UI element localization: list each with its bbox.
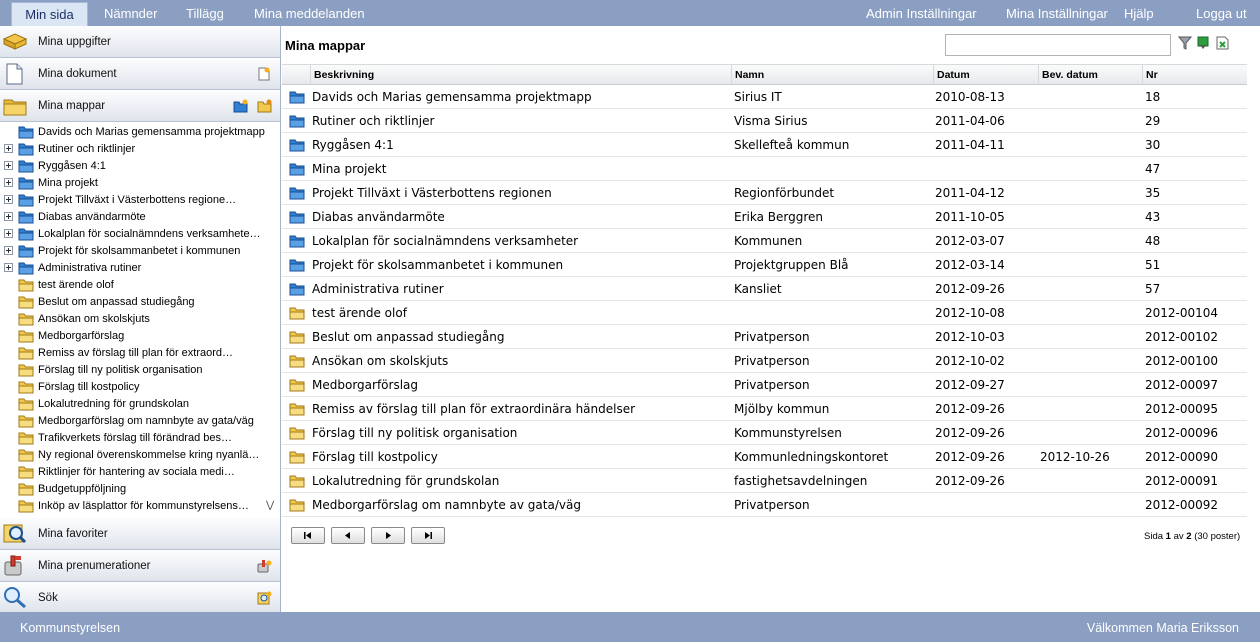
cell-datum: 2012-10-08 [935,306,1005,320]
new-document-icon[interactable] [257,67,271,81]
tree-item[interactable] [0,243,280,260]
table-row[interactable] [282,277,1247,301]
cell-namn: Sirius IT [734,90,782,104]
cell-nr: 2012-00096 [1145,426,1219,440]
last-page-button[interactable] [411,527,445,544]
saved-search-icon[interactable] [257,591,272,605]
blue-folder-icon [18,244,34,258]
sidebar-section-label: Mina mappar [38,100,106,112]
table-row[interactable] [282,109,1247,133]
tree-item[interactable] [0,260,280,277]
blue-folder-icon [289,162,305,176]
cell-namn: Kommunledningskontoret [734,450,889,464]
tree-item[interactable] [0,430,280,447]
sidebar-section-mina-uppgifter[interactable] [0,26,280,58]
blue-folder-icon [18,142,34,156]
cell-beskrivning: Beslut om anpassad studiegång [312,330,505,344]
tree-item-label: test ärende olof [38,279,114,291]
tree-item-label: Projekt för skolsammanbetet i kommunen [38,245,241,257]
cell-nr: 2012-00104 [1145,306,1219,320]
tree-item[interactable] [0,209,280,226]
cell-namn: Erika Berggren [734,210,823,224]
yellow-folder-icon [18,397,34,411]
expand-icon[interactable] [4,263,13,272]
blue-folder-icon [289,114,305,128]
expand-icon[interactable] [4,144,13,153]
cell-beskrivning: Lokalutredning för grundskolan [312,474,500,488]
cell-namn: Privatperson [734,354,810,368]
tree-item-label: Inköp av läsplattor för kommunstyrelsens… [38,500,249,512]
cell-datum: 2011-04-11 [935,138,1005,152]
tree-item[interactable] [0,158,280,175]
sidebar-section-mina-mappar[interactable] [0,90,280,122]
table-row[interactable] [282,397,1247,421]
cell-beskrivning: Diabas användarmöte [312,210,445,224]
cell-datum: 2012-09-26 [935,474,1005,488]
add-subscription-icon[interactable] [257,559,272,573]
table-row[interactable] [282,325,1247,349]
tree-item-label: Budgetuppföljning [38,483,127,495]
cell-beskrivning: Rutiner och riktlinjer [312,114,435,128]
cell-nr: 57 [1145,282,1161,296]
tree-item[interactable] [0,124,280,141]
tree-item-label: Ansökan om skolskjuts [38,313,150,325]
scroll-down-icon[interactable]: ⋁ [266,500,275,511]
tree-item[interactable] [0,345,280,362]
yellow-folder-icon [18,448,34,462]
yellow-folder-icon [18,295,34,309]
tree-item[interactable] [0,328,280,345]
tree-item[interactable] [0,226,280,243]
cell-beskrivning: Administrativa rutiner [312,282,444,296]
cell-nr: 2012-00090 [1145,450,1219,464]
first-page-icon [292,528,324,543]
folder-icon [3,96,27,116]
cell-namn: fastighetsavdelningen [734,474,868,488]
tree-item-label: Förslag till kostpolicy [38,381,140,393]
yellow-folder-icon [289,450,305,464]
yellow-folder-icon [289,306,305,320]
export-icon[interactable] [1196,36,1210,50]
subscriptions-icon [3,554,27,576]
cell-datum: 2012-09-26 [935,402,1005,416]
table-row[interactable] [282,205,1247,229]
cell-namn: Visma Sirius [734,114,808,128]
sidebar-section-label: Mina favoriter [38,528,108,540]
folder-tree [0,122,280,520]
yellow-folder-icon [289,354,305,368]
link-admin-installningar[interactable]: Admin Inställningar [866,6,977,21]
tree-item[interactable] [0,192,280,209]
search-icon [3,586,27,608]
tree-item-label: Beslut om anpassad studiegång [38,296,195,308]
cell-beskrivning: Förslag till kostpolicy [312,450,438,464]
last-page-icon [412,528,444,543]
tree-item[interactable] [0,379,280,396]
tree-item[interactable] [0,481,280,498]
cell-datum: 2012-09-26 [935,450,1005,464]
yellow-folder-icon [289,330,305,344]
tree-item-label: Remiss av förslag till plan för extraord… [38,347,234,359]
cell-nr: 2012-00095 [1145,402,1219,416]
cell-datum: 2012-10-03 [935,330,1005,344]
cell-namn: Kansliet [734,282,782,296]
blue-folder-icon [289,186,305,200]
cell-beskrivning: Mina projekt [312,162,387,176]
excel-export-icon[interactable] [1215,36,1229,50]
blue-folder-icon [289,210,305,224]
pager-total: 2 [1186,531,1192,542]
cell-bev: 2012-10-26 [1040,450,1110,464]
yellow-folder-icon [18,431,34,445]
footer-organisation: Kommunstyrelsen [20,621,121,635]
tree-item-label: Riktlinjer för hantering av sociala medi… [38,466,235,478]
tree-item-label: Lokalplan för socialnämndens verksamhete… [38,228,261,240]
tree-item[interactable] [0,396,280,413]
cell-nr: 29 [1145,114,1161,128]
yellow-folder-icon [18,499,34,513]
yellow-folder-icon [18,278,34,292]
blue-folder-icon [18,176,34,190]
tree-item-label: Ny regional överenskommelse kring nyanlä… [38,449,260,461]
cell-nr: 30 [1145,138,1161,152]
grid-header [282,64,1247,85]
yellow-folder-icon [18,346,34,360]
table-row[interactable] [282,421,1247,445]
pager-current: 1 [1165,531,1171,542]
tab-mina-meddelanden[interactable]: Mina meddelanden [254,6,365,21]
cell-datum: 2012-09-26 [935,426,1005,440]
tab-namnder[interactable]: Nämnder [104,6,158,21]
tree-item[interactable] [0,362,280,379]
cell-beskrivning: Ryggåsen 4:1 [312,138,394,152]
column-header-nr[interactable]: Nr [1142,65,1158,85]
yellow-folder-icon [18,380,34,394]
tab-tillagg[interactable]: Tillägg [186,6,224,21]
cell-datum: 2010-08-13 [935,90,1005,104]
footer-bar [0,612,1260,642]
cell-beskrivning: Davids och Marias gemensamma projektmapp [312,90,592,104]
cell-nr: 35 [1145,186,1161,200]
sidebar-section-mina-prenumerationer[interactable] [0,550,280,582]
cell-datum: 2012-10-02 [935,354,1005,368]
tree-item-label: Projekt Tillväxt i Västerbottens regione… [38,194,237,206]
tree-item-label: Rutiner och riktlinjer [38,143,136,155]
yellow-folder-icon [18,482,34,496]
tasks-icon [3,32,27,52]
new-yellow-folder-icon[interactable] [257,99,272,113]
cell-beskrivning: Medborgarförslag [312,378,418,392]
cell-datum: 2012-09-27 [935,378,1005,392]
expand-icon[interactable] [4,195,13,204]
footer-welcome: Välkommen Maria Eriksson [1086,621,1239,635]
table-row[interactable] [282,469,1247,493]
yellow-folder-icon [289,378,305,392]
pager-count: (30 poster) [1194,531,1241,542]
blue-folder-icon [289,258,305,272]
tree-item-label: Trafikverkets förslag till förändrad bes… [38,432,232,444]
cell-namn: Privatperson [734,378,810,392]
blue-folder-icon [18,125,34,139]
table-row[interactable] [282,85,1247,109]
cell-namn: Mjölby kommun [734,402,830,416]
table-row[interactable] [282,253,1247,277]
cell-datum: 2011-04-06 [935,114,1005,128]
tree-item[interactable] [0,311,280,328]
tree-item[interactable] [0,498,280,515]
sidebar [0,26,281,612]
tree-item-label: Ryggåsen 4:1 [38,160,106,172]
cell-beskrivning: Förslag till ny politisk organisation [312,426,518,440]
cell-namn: Regionförbundet [734,186,835,200]
tree-item-label: Administrativa rutiner [38,262,142,274]
tree-item[interactable] [0,175,280,192]
tree-item[interactable] [0,413,280,430]
cell-beskrivning: Projekt Tillväxt i Västerbottens regionen [312,186,552,200]
tree-item[interactable] [0,277,280,294]
page-title: Mina mappar [285,38,366,53]
link-logga-ut[interactable]: Logga ut [1196,6,1247,21]
expand-icon[interactable] [4,229,13,238]
sidebar-section-mina-dokument[interactable] [0,58,280,90]
cell-namn: Privatperson [734,330,810,344]
cell-nr: 2012-00091 [1145,474,1219,488]
yellow-folder-icon [18,414,34,428]
table-row[interactable] [282,229,1247,253]
main-panel [281,26,1260,612]
blue-folder-icon [18,261,34,275]
yellow-folder-icon [18,312,34,326]
tree-item-label: Medborgarförslag om namnbyte av gata/väg [38,415,254,427]
yellow-folder-icon [289,474,305,488]
yellow-folder-icon [18,465,34,479]
blue-folder-icon [18,193,34,207]
cell-namn: Projektgruppen Blå [734,258,849,272]
column-header-beskrivning[interactable]: Beskrivning [310,65,374,85]
tree-item-label: Davids och Marias gemensamma projektmapp [38,126,265,138]
table-row[interactable] [282,349,1247,373]
tab-min-sida[interactable]: Min sida [11,2,88,26]
yellow-folder-icon [289,426,305,440]
yellow-folder-icon [18,329,34,343]
filter-icon[interactable] [1178,36,1192,50]
yellow-folder-icon [289,402,305,416]
tree-item[interactable] [0,294,280,311]
table-row[interactable] [282,157,1247,181]
cell-nr: 43 [1145,210,1161,224]
tree-item-label: Lokalutredning för grundskolan [38,398,190,410]
sidebar-section-label: Mina uppgifter [38,36,111,48]
expand-icon[interactable] [4,161,13,170]
blue-folder-icon [289,282,305,296]
cell-beskrivning: Lokalplan för socialnämndens verksamheter [312,234,579,248]
yellow-folder-icon [289,498,305,512]
cell-namn: Privatperson [734,498,810,512]
cell-datum: 2011-04-12 [935,186,1005,200]
pager-prefix: Sida [1144,531,1164,542]
favorites-icon [3,522,27,544]
cell-datum: 2012-09-26 [935,282,1005,296]
cell-datum: 2012-03-07 [935,234,1005,248]
tree-item-label: Medborgarförslag [38,330,125,342]
table-row[interactable] [282,133,1247,157]
cell-beskrivning: Projekt för skolsammanbetet i kommunen [312,258,564,272]
column-header-datum[interactable]: Datum [933,65,970,85]
sidebar-section-mina-favoriter[interactable] [0,518,280,550]
sidebar-section-label: Mina prenumerationer [38,560,151,572]
tree-item-label: Mina projekt [38,177,98,189]
yellow-folder-icon [18,363,34,377]
column-header-bev-datum[interactable]: Bev. datum [1038,65,1098,85]
previous-page-icon [332,528,364,543]
expand-icon[interactable] [4,178,13,187]
cell-nr: 47 [1145,162,1161,176]
tree-item[interactable] [0,447,280,464]
cell-nr: 2012-00100 [1145,354,1219,368]
expand-icon[interactable] [4,246,13,255]
pager-of: av [1173,531,1184,542]
cell-namn: Kommunstyrelsen [734,426,842,440]
sidebar-section-label: Mina dokument [38,68,117,80]
cell-datum: 2011-10-05 [935,210,1005,224]
link-mina-installningar[interactable]: Mina Inställningar [1006,6,1108,21]
table-row[interactable] [282,445,1247,469]
pager-info [1144,531,1240,542]
tree-item-label: Förslag till ny politisk organisation [38,364,203,376]
expand-icon[interactable] [4,212,13,221]
cell-beskrivning: Medborgarförslag om namnbyte av gata/väg [312,498,581,512]
cell-nr: 51 [1145,258,1161,272]
table-row[interactable] [282,373,1247,397]
sidebar-section-sok[interactable] [0,582,280,612]
blue-folder-icon [18,227,34,241]
new-blue-folder-icon[interactable] [233,99,248,113]
cell-beskrivning: Remiss av förslag till plan för extraordinära händelser [312,402,636,416]
previous-page-button[interactable] [331,527,365,544]
cell-nr: 2012-00097 [1145,378,1219,392]
tree-item[interactable] [0,464,280,481]
blue-folder-icon [18,159,34,173]
cell-datum: 2012-03-14 [935,258,1005,272]
blue-folder-icon [289,234,305,248]
table-row[interactable] [282,301,1247,325]
cell-nr: 48 [1145,234,1161,248]
blue-folder-icon [289,90,305,104]
sidebar-section-label: Sök [38,592,58,604]
next-page-icon [372,528,404,543]
cell-nr: 2012-00102 [1145,330,1219,344]
cell-beskrivning: Ansökan om skolskjuts [312,354,449,368]
document-icon [3,63,25,85]
tree-item[interactable] [0,141,280,158]
cell-nr: 2012-00092 [1145,498,1219,512]
column-header-namn[interactable]: Namn [731,65,764,85]
cell-nr: 18 [1145,90,1161,104]
blue-folder-icon [18,210,34,224]
top-navigation-bar [0,0,1260,26]
tree-item-label: Diabas användarmöte [38,211,146,223]
next-page-button[interactable] [371,527,405,544]
search-input[interactable] [945,34,1171,56]
blue-folder-icon [289,138,305,152]
cell-namn: Kommunen [734,234,803,248]
table-row[interactable] [282,181,1247,205]
cell-namn: Skellefteå kommun [734,138,850,152]
cell-beskrivning: test ärende olof [312,306,407,320]
table-row[interactable] [282,493,1247,517]
first-page-button[interactable] [291,527,325,544]
link-hjalp[interactable]: Hjälp [1124,6,1154,21]
